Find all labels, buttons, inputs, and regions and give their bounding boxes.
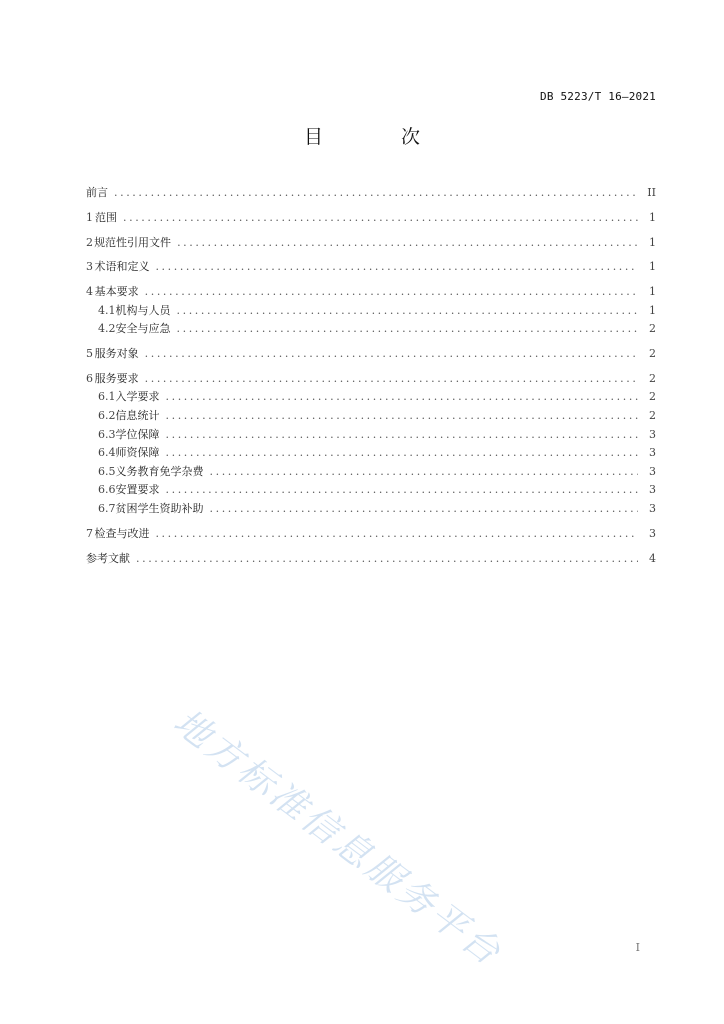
toc-entry-2[interactable] [86, 234, 656, 253]
toc-leader-dots [123, 209, 638, 228]
toc-entry-foreword[interactable] [86, 184, 656, 203]
toc-entry-label: 服务要求 [94, 371, 139, 385]
toc-entry-page: 3 [649, 483, 656, 497]
toc-leader-dots [177, 320, 639, 339]
toc-entry-number: 1 [86, 210, 93, 224]
toc-entry-number: 6.7 [98, 502, 116, 516]
toc-entry-6[interactable] [86, 370, 656, 389]
toc-entry-number: 6.1 [98, 390, 116, 404]
toc-entry-number: 6.6 [98, 483, 116, 497]
toc-entry-6-4[interactable] [86, 444, 656, 463]
table-of-contents [86, 184, 656, 568]
toc-entry-page: 2 [649, 371, 656, 385]
toc-entry-page: 2 [649, 390, 656, 404]
toc-entry-bibliography[interactable] [86, 550, 656, 569]
toc-entry-page: II [647, 186, 656, 199]
toc-entry-label: 基本要求 [94, 285, 139, 299]
toc-entry-6-2[interactable] [86, 407, 656, 426]
toc-entry-label: 规范性引用文件 [94, 235, 172, 249]
toc-entry-6-5[interactable] [86, 463, 656, 482]
toc-entry-page: 4 [649, 551, 656, 565]
toc-entry-number: 6.3 [98, 427, 116, 441]
toc-entry-4[interactable] [86, 283, 656, 302]
toc-leader-dots [145, 345, 638, 364]
toc-entry-number: 6.4 [98, 446, 116, 460]
toc-entry-label: 范围 [95, 210, 118, 224]
toc-leader-dots [177, 234, 638, 253]
toc-entry-number: 6.2 [98, 409, 116, 423]
toc-entry-label: 师资保障 [115, 446, 160, 460]
toc-entry-number: 5 [86, 347, 93, 361]
toc-entry-label: 贫困学生资助补助 [115, 502, 204, 516]
toc-leader-dots [166, 388, 639, 407]
toc-entry-number: 2 [86, 235, 93, 249]
toc-leader-dots [136, 550, 638, 569]
toc-entry-number: 4 [86, 285, 93, 299]
toc-leader-dots [155, 525, 638, 544]
toc-entry-number: 6.5 [98, 464, 116, 478]
toc-leader-dots [145, 370, 638, 389]
document-id: DB 5223/T 16—2021 [540, 90, 656, 103]
toc-entry-page: 3 [649, 427, 656, 441]
toc-leader-dots [155, 258, 638, 277]
toc-entry-label: 参考文献 [86, 551, 130, 565]
toc-entry-3[interactable] [86, 258, 656, 277]
page-title: 目 次 [303, 126, 457, 148]
toc-entry-4-1[interactable] [86, 302, 656, 321]
toc-entry-label: 服务对象 [94, 347, 139, 361]
toc-leader-dots [166, 407, 639, 426]
toc-entry-number: 4.2 [98, 322, 116, 336]
toc-entry-page: 3 [649, 464, 656, 478]
toc-entry-page: 3 [649, 446, 656, 460]
toc-leader-dots [177, 302, 639, 321]
toc-entry-5[interactable] [86, 345, 656, 364]
toc-entry-label: 安全与应急 [115, 322, 171, 336]
toc-leader-dots [166, 426, 639, 445]
toc-entry-6-3[interactable] [86, 426, 656, 445]
toc-leader-dots [210, 500, 639, 519]
toc-entry-label: 信息统计 [115, 409, 160, 423]
toc-entry-label: 前言 [86, 186, 108, 199]
toc-entry-page: 2 [649, 347, 656, 361]
toc-entry-label: 安置要求 [115, 483, 160, 497]
toc-entry-number: 4.1 [98, 303, 116, 317]
toc-leader-dots [210, 463, 639, 482]
toc-entry-6-1[interactable] [86, 388, 656, 407]
toc-entry-number: 6 [86, 371, 93, 385]
toc-leader-dots [145, 283, 638, 302]
toc-entry-label: 义务教育免学杂费 [115, 464, 204, 478]
watermark-text: 地方标准信息服务平台 [165, 701, 510, 976]
toc-entry-page: 2 [649, 322, 656, 336]
toc-entry-page: 1 [649, 235, 656, 249]
toc-entry-label: 机构与人员 [115, 303, 171, 317]
toc-entry-label: 入学要求 [115, 390, 160, 404]
toc-entry-1[interactable] [86, 209, 656, 228]
toc-entry-page: 1 [649, 210, 656, 224]
toc-entry-page: 3 [649, 502, 656, 516]
toc-leader-dots [166, 444, 639, 463]
toc-entry-page: 1 [649, 303, 656, 317]
page-number: I [635, 941, 640, 954]
toc-entry-label: 学位保障 [115, 427, 160, 441]
toc-entry-6-7[interactable] [86, 500, 656, 519]
toc-entry-6-6[interactable] [86, 481, 656, 500]
toc-entry-number: 7 [86, 526, 93, 540]
toc-entry-page: 3 [649, 526, 656, 540]
toc-entry-label: 术语和定义 [94, 260, 150, 274]
toc-leader-dots [114, 184, 638, 203]
toc-entry-label: 检查与改进 [94, 526, 150, 540]
toc-entry-4-2[interactable] [86, 320, 656, 339]
toc-entry-number: 3 [86, 260, 93, 274]
toc-leader-dots [166, 481, 639, 500]
toc-entry-page: 1 [649, 260, 656, 274]
toc-entry-page: 2 [649, 409, 656, 423]
toc-entry-page: 1 [649, 285, 656, 299]
toc-entry-7[interactable] [86, 525, 656, 544]
